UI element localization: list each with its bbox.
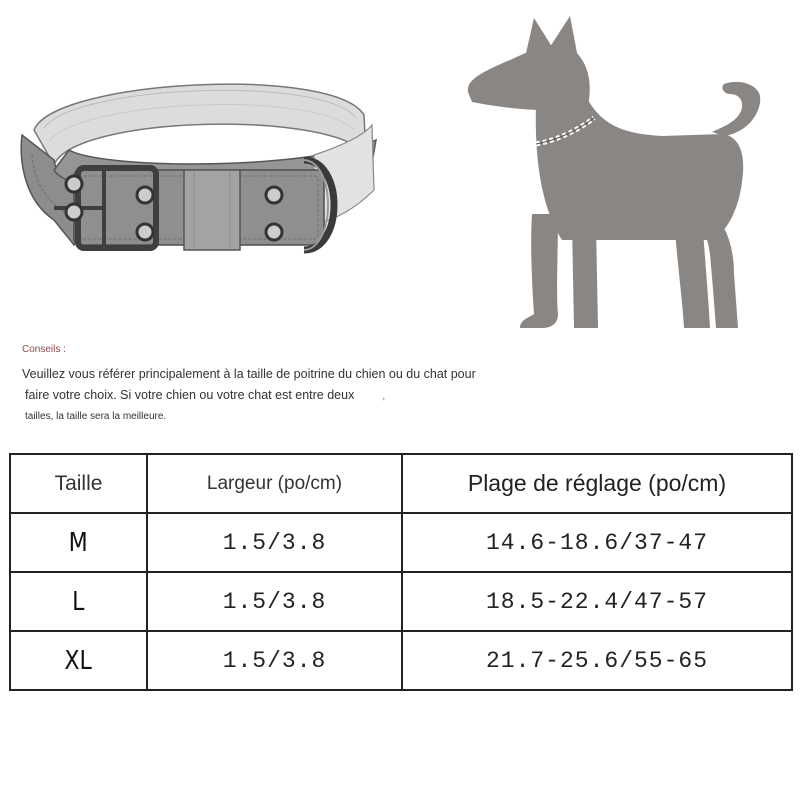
table-row	[10, 572, 792, 631]
tips-line-3: tailles, la taille sera la meilleure.	[25, 411, 167, 422]
tips-title: Conseils :	[22, 344, 66, 355]
width-cell: 1.5/3.8	[147, 513, 402, 572]
size-table	[9, 453, 793, 691]
tips-line-1: Veuillez vous référer principalement à la taille de poitrine du chien ou du chat pour	[22, 367, 476, 381]
width-cell: 1.5/3.8	[147, 631, 402, 690]
table-header-row	[10, 454, 792, 513]
size-cell: M	[10, 513, 147, 572]
width-cell: 1.5/3.8	[147, 572, 402, 631]
size-cell: L	[10, 572, 147, 631]
tips-section	[22, 344, 542, 427]
tips-line-2-mark: ,	[382, 391, 386, 402]
size-cell: XL	[10, 631, 147, 690]
header-range: Plage de réglage (po/cm)	[402, 454, 792, 513]
collar-image	[14, 60, 384, 265]
range-cell: 21.7-25.6/55-65	[402, 631, 792, 690]
tips-line-2-wrap	[22, 385, 542, 407]
range-cell: 18.5-22.4/47-57	[402, 572, 792, 631]
dog-silhouette-image	[462, 14, 772, 334]
header-width: Largeur (po/cm)	[147, 454, 402, 513]
tips-line-2: faire votre choix. Si votre chien ou votre chat est entre deux	[25, 388, 355, 402]
table-row	[10, 513, 792, 572]
range-cell: 14.6-18.6/37-47	[402, 513, 792, 572]
header-size: Taille	[10, 454, 147, 513]
table-row	[10, 631, 792, 690]
